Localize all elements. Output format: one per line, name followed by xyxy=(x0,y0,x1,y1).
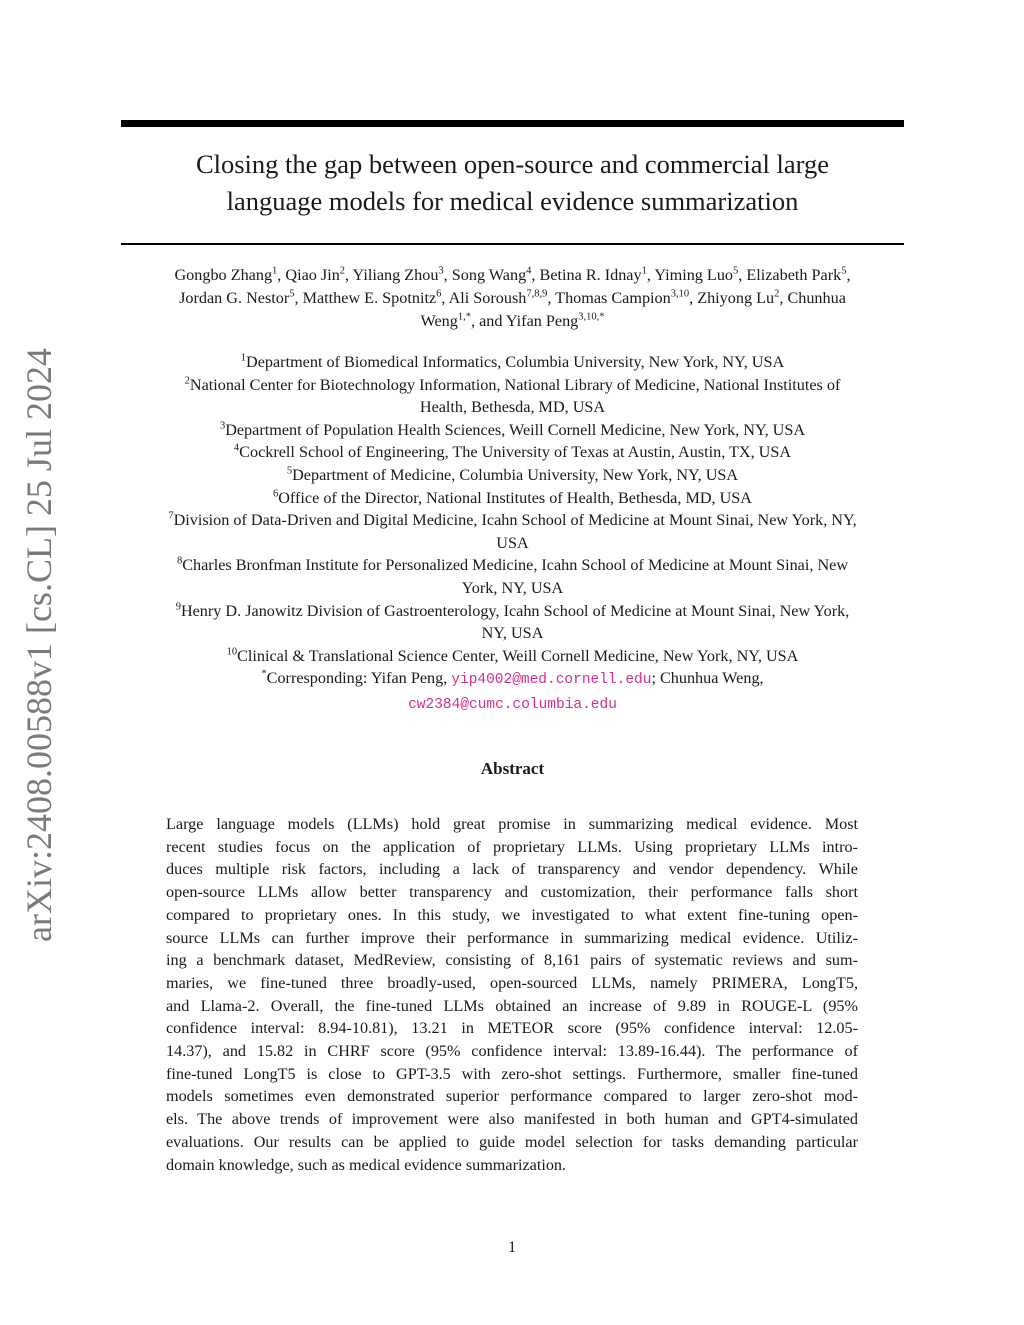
affiliation: $^{10}$Clinical & Translational Science Center, Weill Cornell Medicine, New York, NY, USA xyxy=(226,646,799,665)
email-link[interactable]: yip4002@med.cornell.edu xyxy=(451,672,652,689)
title-bottom-rule xyxy=(121,243,904,245)
page-number: 1 xyxy=(507,1238,517,1256)
affiliation: $^2$National Center for Biotechnology Information, National Library of Medicine, National Institutes of xyxy=(184,375,841,394)
abstract-line: maries, we fine-tuned three broadly-used, open-sourced LLMs, namely PRIMERA, LongT5, xyxy=(166,973,858,992)
abstract-line: models sometimes even demonstrated superior performance compared to larger zero-shot mod- xyxy=(166,1087,858,1106)
author-list xyxy=(121,264,904,333)
arxiv-identifier: arXiv:2408.00588v1 [cs.CL] 25 Jul 2024 xyxy=(19,348,59,942)
abstract-line: confidence interval: 8.94-10.81), 13.21 in METEOR score (95% confidence interval: 12.05- xyxy=(166,1019,858,1038)
affiliation: $^4$Cockrell School of Engineering, The University of Texas at Austin, Austin, TX, USA xyxy=(233,442,792,462)
paper-title xyxy=(121,146,904,220)
author-line: Gongbo Zhang$^1$, Qiao Jin$^2$, Yiliang Zhou$^3$, Song Wang$^4$, Betina R. Idnay$^1$, Yiming Luo$^5$, Elizabeth Park$^5$, xyxy=(174,265,851,284)
affiliation: $^7$Division of Data-Driven and Digital Medicine, Icahn School of Medicine at Mount Sinai, New York, NY, xyxy=(168,510,857,530)
abstract-line: source LLMs can further improve their performance in summarizing medical evidence. Utiliz- xyxy=(166,928,858,947)
affiliation: $^9$Henry D. Janowitz Division of Gastroenterology, Icahn School of Medicine at Mount Sinai, New York, xyxy=(175,601,850,620)
author-line: Weng$^{1,*}$, and Yifan Peng$^{3,10,*}$ xyxy=(420,311,605,330)
corresponding-author: *Corresponding: Yifan Peng, yip4002@med.cornell.edu; Chunhua Weng, xyxy=(261,668,764,689)
affiliation: $^3$Department of Population Health Sciences, Weill Cornell Medicine, New York, NY, USA xyxy=(219,420,806,439)
abstract-line: els. The above trends of improvement were also manifested in both human and GPT4-simulated xyxy=(166,1110,858,1129)
affiliation: Health, Bethesda, MD, USA xyxy=(419,398,606,417)
email-link[interactable]: cw2384@cumc.columbia.edu xyxy=(408,696,617,713)
abstract-line: open-source LLMs allow better transparency and customization, their performance falls short xyxy=(166,883,858,902)
affiliation: $^1$Department of Biomedical Informatics, Columbia University, New York, NY, USA xyxy=(240,352,785,371)
affiliation: $^8$Charles Bronfman Institute for Personalized Medicine, Icahn School of Medicine at Mount Sinai, New xyxy=(176,555,849,575)
abstract-line: fine-tuned LongT5 is close to GPT-3.5 with zero-shot settings. Furthermore, smaller fine-tuned xyxy=(166,1064,858,1083)
abstract-heading: Abstract xyxy=(480,759,545,778)
abstract-line: duces multiple risk factors, including a lack of transparency and vendor dependency. While xyxy=(166,860,858,879)
affiliation: NY, USA xyxy=(481,624,544,643)
abstract-line: domain knowledge, such as medical evidence summarization. xyxy=(166,1155,567,1174)
abstract-line: recent studies focus on the application of proprietary LLMs. Using proprietary LLMs intro- xyxy=(166,837,858,856)
affiliation: USA xyxy=(496,533,529,552)
abstract-line: and Llama-2. Overall, the fine-tuned LLMs obtained an increase of 9.89 in ROUGE-L (95% xyxy=(166,996,858,1015)
title-top-rule xyxy=(121,120,904,127)
abstract-line: Large language models (LLMs) hold great promise in summarizing medical evidence. Most xyxy=(166,815,858,833)
abstract-body xyxy=(166,813,858,1176)
abstract-line: ing a benchmark dataset, MedReview, consisting of 8,161 pairs of systematic reviews and sum- xyxy=(166,951,858,970)
corresponding-author-line xyxy=(121,692,904,717)
affiliation: $^5$Department of Medicine, Columbia University, New York, NY, USA xyxy=(286,465,739,484)
title-line: Closing the gap between open-source and commercial large xyxy=(195,149,830,179)
affiliation: York, NY, USA xyxy=(461,578,564,597)
author-line: Jordan G. Nestor$^5$, Matthew E. Spotnitz$^6$, Ali Soroush$^{7,8,9}$, Thomas Campion$^{3,10}$, Zhiyong Lu$^2$, Chunhua xyxy=(179,288,846,307)
abstract-line: evaluations. Our results can be applied to guide model selection for tasks demanding particular xyxy=(166,1132,858,1151)
abstract-line: 14.37), and 15.82 in CHRF score (95% confidence interval: 13.89-16.44). The performance of xyxy=(166,1042,858,1061)
affiliation-list xyxy=(121,351,904,717)
affiliation: $^6$Office of the Director, National Institutes of Health, Bethesda, MD, USA xyxy=(272,488,753,507)
abstract-line: compared to proprietary ones. In this study, we investigated to what extent fine-tuning open- xyxy=(166,905,858,924)
title-line: language models for medical evidence summarization xyxy=(226,186,799,216)
